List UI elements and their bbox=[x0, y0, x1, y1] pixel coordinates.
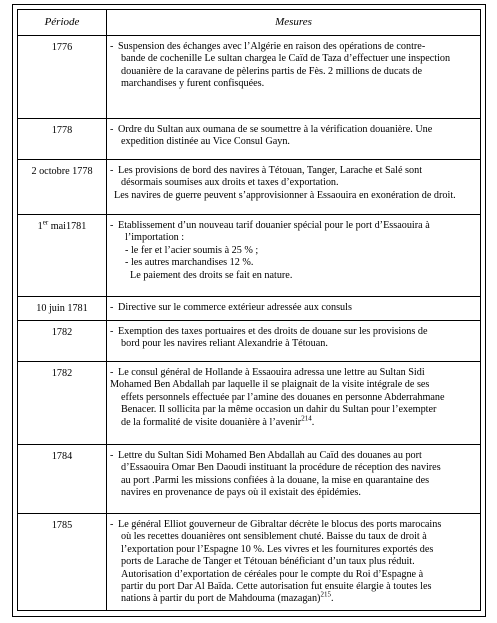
measures-cell: - Exemption des taxes portuaires et des droits de douane sur les provisions de bord pour les navires reliant Alexandrie à Tétouan. bbox=[107, 321, 481, 362]
measure-text: marchandises y furent confisquées. bbox=[121, 78, 265, 90]
table-row bbox=[18, 119, 481, 160]
table-row bbox=[18, 215, 481, 297]
period-cell: 1er mai1781 bbox=[18, 215, 107, 297]
measures-cell: - Le consul général de Hollande à Essaouira adressa une lettre au Sultan Sidi Mohamed Ben Abdallah par laquelle il se plaignait de la visite intégrale de ses effets personnels effectuée par l’amine des douanes en personne Abderrahmane Benacer. Il sollicita par la même occasion un dahir du Sultan pour l’exempter de la formalité de visite douanière à l’avenir$^{214}$. bbox=[107, 362, 481, 445]
footnote-marker: 215 bbox=[320, 591, 331, 600]
measure-text: Benacer. Il sollicita par la même occasion un dahir du Sultan pour l’exempter bbox=[121, 404, 437, 416]
measure-text: Etablissement d’un nouveau tarif douanier spécial pour le port d’Essaouira à bbox=[118, 220, 430, 231]
document-page bbox=[12, 4, 486, 617]
table-row bbox=[18, 160, 481, 215]
period-cell: 1784 bbox=[18, 445, 107, 514]
period-cell: 2 octobre 1778 bbox=[18, 160, 107, 215]
table-row bbox=[18, 362, 481, 445]
measure-text: ports de Larache de Tanger et Tétouan bénéficiant d’un taux plus réduit. bbox=[121, 556, 415, 568]
table-row bbox=[18, 297, 481, 321]
measure-text: Les provisions de bord des navires à Tétouan, Tanger, Larache et Salé sont bbox=[118, 165, 423, 176]
measure-text: Mohamed Ben Abdallah par laquelle il se plaignait de la visite intégrale de ses bbox=[110, 379, 430, 391]
measure-text: Lettre du Sultan Sidi Mohamed Ben Abdallah au Caïd des douanes au port bbox=[118, 450, 422, 461]
period-cell: 1776 bbox=[18, 36, 107, 119]
measure-text: où les recettes douanières ont sensiblement chuté. Baisse du taux de droit à bbox=[121, 531, 427, 543]
measure-text: - les autres marchandises 12 %. bbox=[125, 257, 254, 269]
table-row bbox=[18, 514, 481, 611]
measures-cell: - Le général Elliot gouverneur de Gibraltar décrète le blocus des ports marocains où les recettes douanières ont sensiblement chuté. Baisse du taux de droit à l’exportation pour l’Espagne 10 %. Les vivres et les fournitures exportés des ports de Larache de Tanger et Tétouan bénéficiant d’un taux plus réduit. Autorisation d’exportation de céréales pour le compte du Roi d’Espagne à partir du port Dar Al Baïda. Cette autorisation fut ensuite élargie à toutes les nations à partir du port de Mahdouma (mazagan)$^{215}$. bbox=[107, 514, 481, 611]
measure-text: partir du port Dar Al Baïda. Cette autorisation fut ensuite élargie à toutes les bbox=[121, 581, 432, 593]
period-cell: 1785 bbox=[18, 514, 107, 611]
period-cell: 1782 bbox=[18, 321, 107, 362]
measure-text: Le paiement des droits se fait en nature. bbox=[130, 269, 293, 281]
measures-cell: - Ordre du Sultan aux oumana de se soumettre à la vérification douanière. Une expedition distinée au Vice Consul Gayn. bbox=[107, 119, 481, 160]
table-row bbox=[18, 36, 481, 119]
table-header-row bbox=[18, 10, 481, 36]
measure-text: douanière de la caravane de pèlerins partis de Fès. 2 millions de ducats de bbox=[121, 65, 422, 77]
measure-text: l’exportation pour l’Espagne 10 %. Les vivres et les fournitures exportés des bbox=[121, 543, 434, 555]
table-row bbox=[18, 445, 481, 514]
measures-cell: - Les provisions de bord des navires à Tétouan, Tanger, Larache et Salé sont désormais soumises aux droits et taxes d’exportation. Les navires de guerre peuvent s’approvisionner à Essaouira en exonération de droit. bbox=[107, 160, 481, 215]
measure-text: bande de cochenille Le sultan chargea le Caïd de Taza d’effectuer une inspection bbox=[121, 53, 451, 65]
measure-text: navires en provenance de pays où il existait des épidémies. bbox=[121, 487, 361, 499]
measures-cell: - Etablissement d’un nouveau tarif douanier spécial pour le port d’Essaouira à l’importation : - le fer et l’acier soumis à 25 % ; - les autres marchandises 12 %. Le paiement des droits se fait en nature. bbox=[107, 215, 481, 297]
measures-column-header: Mesures bbox=[107, 10, 481, 36]
measure-text: Le consul général de Hollande à Essaouira adressa une lettre au Sultan Sidi bbox=[118, 367, 425, 378]
period-cell: 1782 bbox=[18, 362, 107, 445]
period-column-header: Période bbox=[18, 10, 107, 36]
measure-text: effets personnels effectuée par l’amine des douanes en personne Abderrahmane bbox=[121, 391, 445, 403]
customs-measures-table bbox=[17, 9, 481, 611]
measures-cell: - Lettre du Sultan Sidi Mohamed Ben Abdallah au Caïd des douanes au port d’Essaouira Omar Ben Daoudi instituant la procédure de réception des navires au port .Parmi les missions confiées à la douane, la mise en quarantaine des navires en provenance de pays où il existait des épidémies. bbox=[107, 445, 481, 514]
measure-text: Suspension des échanges avec l’Algérie en raison des opérations de contre- bbox=[118, 41, 426, 52]
measure-text: l’importation : bbox=[125, 232, 185, 244]
measure-text: Les navires de guerre peuvent s’approvisionner à Essaouira en exonération de droit. bbox=[114, 189, 456, 201]
measures-cell: - Directive sur le commerce extérieur adressée aux consuls bbox=[107, 297, 481, 321]
measure-text: Directive sur le commerce extérieur adressée aux consuls bbox=[118, 302, 352, 313]
footnote-marker: 214 bbox=[301, 414, 312, 423]
measure-text: bord pour les navires reliant Alexandrie à Tétouan. bbox=[121, 338, 328, 350]
measure-text: de la formalité de visite douanière à l’avenir bbox=[121, 416, 302, 428]
measure-text: Autorisation d’exportation de céréales pour le compte du Roi d’Espagne à bbox=[121, 568, 424, 580]
table-row bbox=[18, 321, 481, 362]
measure-text: désormais soumises aux droits et taxes d’exportation. bbox=[121, 177, 339, 189]
measure-text: Exemption des taxes portuaires et des droits de douane sur les provisions de bbox=[118, 326, 428, 337]
measure-text: au port .Parmi les missions confiées à la douane, la mise en quarantaine des bbox=[121, 474, 430, 486]
measure-text: Le général Elliot gouverneur de Gibraltar décrète le blocus des ports marocains bbox=[118, 519, 442, 530]
period-cell: 1778 bbox=[18, 119, 107, 160]
measure-text: expedition distinée au Vice Consul Gayn. bbox=[121, 136, 290, 148]
measure-text: d’Essaouira Omar Ben Daoudi instituant la procédure de réception des navires bbox=[121, 462, 441, 474]
measure-text: Ordre du Sultan aux oumana de se soumettre à la vérification douanière. Une bbox=[118, 124, 433, 135]
measure-text: nations à partir du port de Mahdouma (mazagan) bbox=[121, 593, 321, 605]
measures-cell: - Suspension des échanges avec l’Algérie en raison des opérations de contre- bande de cochenille Le sultan chargea le Caïd de Taza d’effectuer une inspection douanière de la caravane de pèlerins partis de Fès. 2 millions de ducats de marchandises y furent confisquées. bbox=[107, 36, 481, 119]
period-cell: 10 juin 1781 bbox=[18, 297, 107, 321]
measure-text: - le fer et l’acier soumis à 25 % ; bbox=[125, 244, 259, 256]
